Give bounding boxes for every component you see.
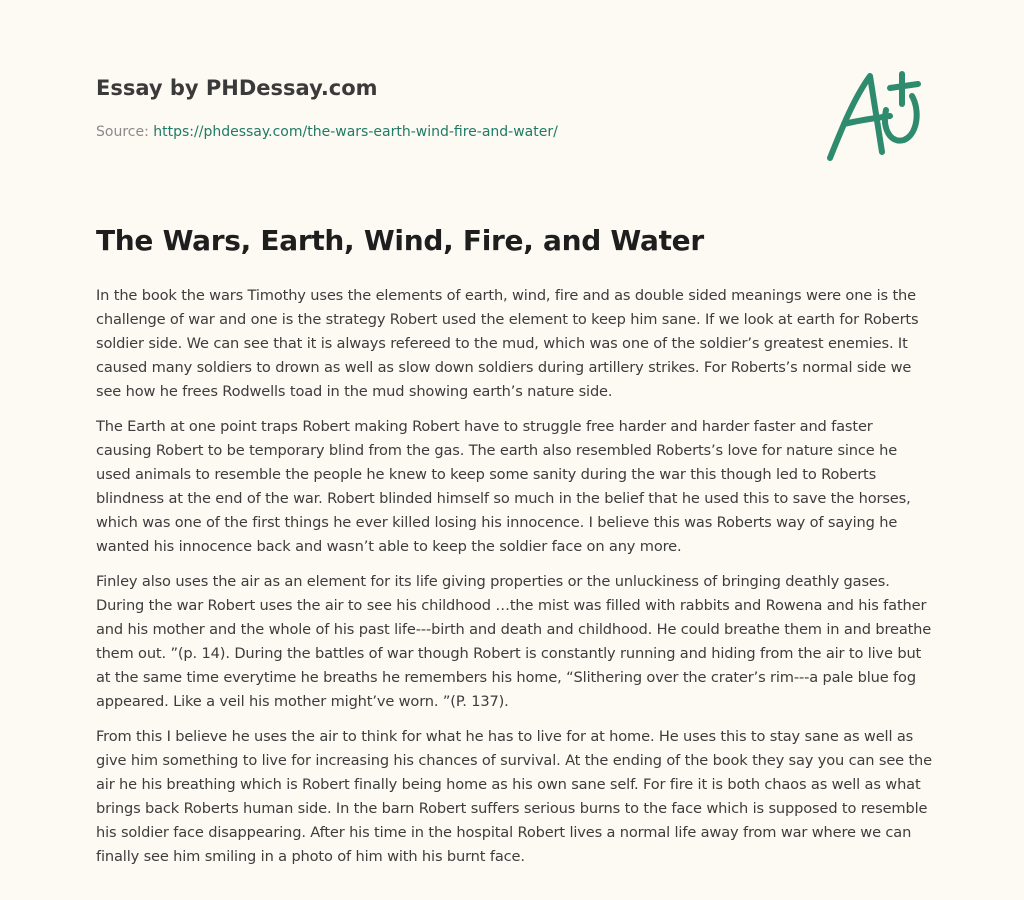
source-label: Source:: [96, 124, 149, 140]
essay-title: The Wars, Earth, Wind, Fire, and Water: [96, 224, 704, 257]
source-link[interactable]: https://phdessay.com/the-wars-earth-wind-fire-and-water/: [153, 124, 558, 140]
a-plus-logo-icon: [820, 66, 930, 166]
essay-paragraph: From this I believe he uses the air to think for what he has to live for at home. He uses this to stay sane as well as give him something to live for increasing his chances of survival. At the ending of the book they say you can see the air he his breathing which is Robert finally being home as his own sane self. For fire it is both chaos as well as what brings back Roberts human side. In the barn Robert suffers serious burns to the face which is supposed to resemble his soldier face disappearing. After his time in the hospital Robert lives a normal life away from war where we can finally see him smiling in a photo of him with his burnt face.: [96, 728, 932, 865]
essay-body: [96, 284, 932, 880]
essay-paragraph: In the book the wars Timothy uses the elements of earth, wind, fire and as double sided meanings were one is the challenge of war and one is the strategy Robert used the element to keep him sane. If we look at earth for Roberts soldier side. We can see that it is always refereed to the mud, which was one of the soldier’s greatest enemies. It caused many soldiers to drown as well as slow down soldiers during artillery strikes. For Roberts’s normal side we see how he frees Rodwells toad in the mud showing earth’s nature side.: [96, 287, 919, 400]
essay-paragraph: Finley also uses the air as an element for its life giving properties or the unluckiness of bringing deathly gases. During the war Robert uses the air to see his childhood …the mist was filled with rabbits and Rowena and his father and his mother and the whole of his past life---birth and death and childhood. He could breathe them in and breathe them out. ”(p. 14). During the battles of war though Robert is constantly running and hiding from the air to live but at the same time everytime he breaths he remembers his home, “Slithering over the crater’s rim---a pale blue fog appeared. Like a veil his mother might’ve worn. ”(P. 137).: [96, 573, 932, 710]
source-line: [96, 124, 558, 140]
essay-paragraph: The Earth at one point traps Robert making Robert have to struggle free harder and harder faster and faster causing Robert to be temporary blind from the gas. The earth also resembled Roberts’s love for nature since he used animals to resemble the people he knew to keep some sanity during the war this though led to Roberts blindness at the end of the war. Robert blinded himself so much in the belief that he used this to save the horses, which was one of the first things he ever killed losing his innocence. I believe this was Roberts way of saying he wanted his innocence back and wasn’t able to keep the soldier face on any more.: [96, 418, 911, 555]
site-title: Essay by PHDessay.com: [96, 76, 378, 100]
